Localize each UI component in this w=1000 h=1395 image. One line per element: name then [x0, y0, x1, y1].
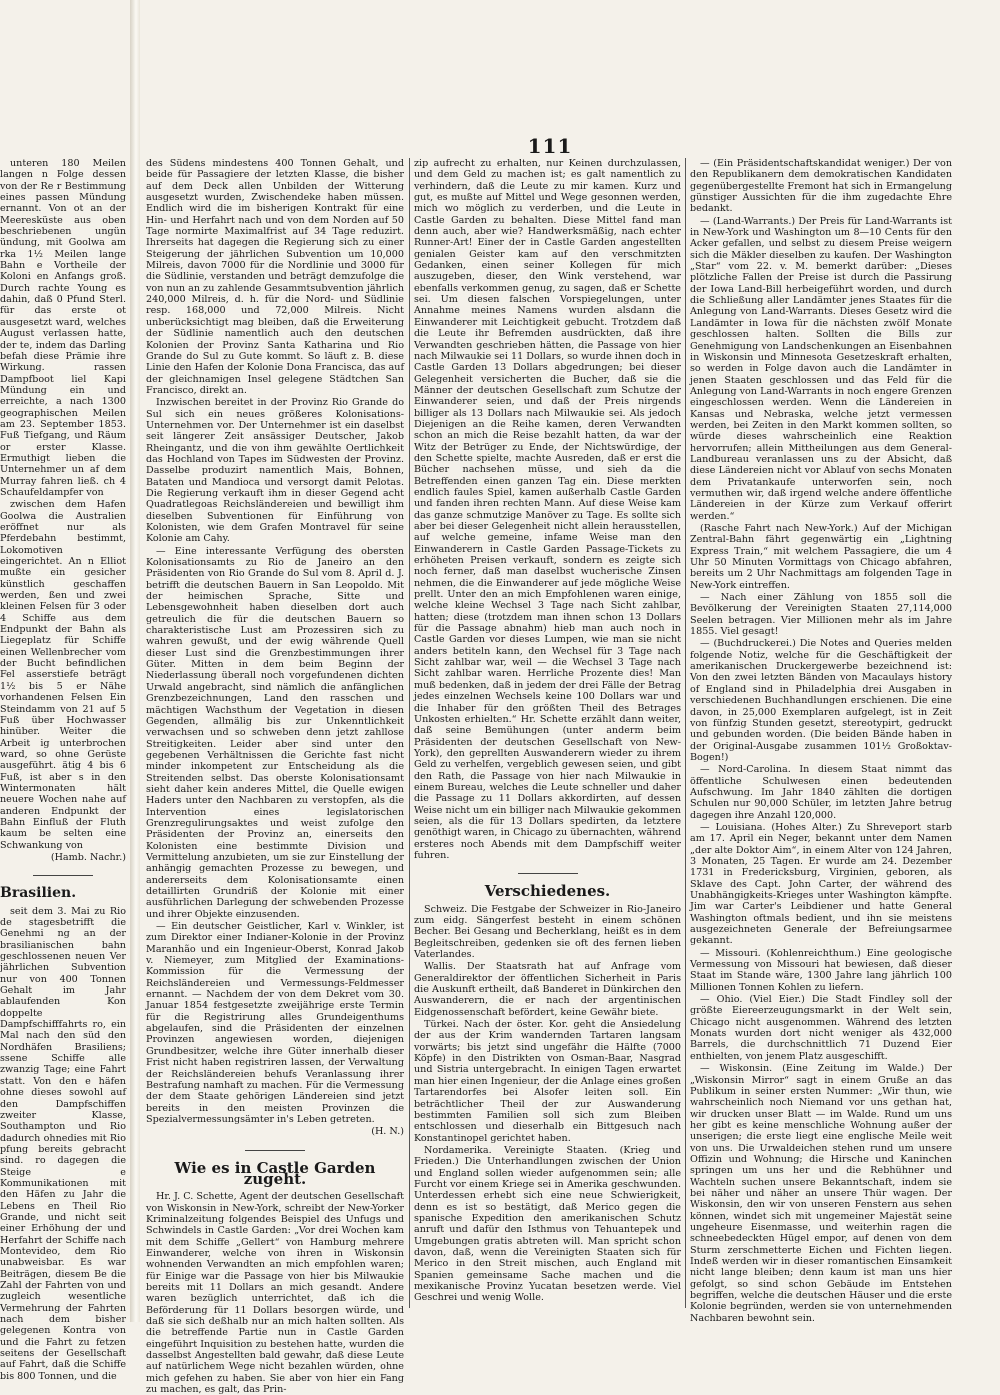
article-heading: Wie es in Castle Garden zugeht.: [174, 1158, 376, 1188]
section-heading: Verschiedenes.: [484, 882, 611, 901]
news-item: — Nord-Carolina. In diesem Staat nimmt das öffentliche Schulwesen einen bedeutenden Aufschwung. Im Jahr 1840 zählten die dortigen Schulen nur 90,000 Schüler, im letzten Jahre betrug dagegen ihre Anzahl 120,000.: [690, 764, 952, 821]
page-fold: [130, 0, 140, 1322]
news-item: — (Land-Warrants.) Der Preis für Land-Warrants ist in New-York und Washington um 8—10 Cents für den Acker gefallen, und selbst zu diesem Preise weigern sich die Mäkler dieselben zu kaufen. Der Washington „Star“ vom 22. v. M. bemerkt darüber: „Dieses plötzliche Fallen der Preise ist durch die Passirung der Iowa Land-Bill herbeigeführt worden, und durch die Schließung aller Landämter jenes Staates für die Anlegung von Land-Warrants. Dieses Gesetz wird die Landämter in Iowa für die nächsten zwölf Monate geschlossen halten. Sollten die Bills zur Genehmigung von Landschenkungen an Eisenbahnen in Wiskonsin und Minnesota Gesetzeskraft erhalten, so werden in Folge davon auch die Landämter in jenen Staaten geschlossen und das Feld für die Anlegung von Land-Warrants in noch engere Grenzen eingeschlossen werden. Wenn die Ländereien in Kansas und Nebraska, welche jetzt vermessen werden, bei Zeiten in den Markt kommen sollten, so würde dieses wahrscheinlich eine Reaktion hervorrufen; allein Mittheilungen aus dem General-Landbureau veranlassen uns zu der Absicht, daß diese Ländereien nicht vor Ablauf von sechs Monaten dem Privatankaufe unterworfen sein, noch vermuthen wir, daß irgend welche andere öffentliche Ländereien in der Kürze zum Verkauf offerirt werden.“: [690, 215, 952, 522]
column-rule: [409, 158, 410, 1308]
column-2: [414, 158, 681, 1308]
article-paragraph: unteren 180 Meilen langen n Folge dessen von der Re r Bestimmung eines passen Mündung ernannt. Von ot an der Meeresküste aus oben beschriebenen ungün ündung, mit Goolwa am rka 1½ Meilen lange Bahn e Vortheile der Koloni en Anfangs groß. Durch rachte Young es dahin, daß 0 Pfund Sterl. für das erste ot ausgesetzt ward, welches August verlassen hatte, der te, indem das Darling befah diese Prämie ihre Wirkung. rassen Dampfboot liel Kapi Mündung ein und erreichte, a nach 1300 geographischen Meilen am 23. September 1853. Fuß Tiefgang, und Räum or erster Klasse. Ermuthigt lieben die Unternehmer un af dem Murray fahren ließ. ch 4 Schaufeldampfer von: [0, 158, 126, 498]
news-item: Wallis. Der Staatsrath hat auf Anfrage vom Generaldirektor der öffentlichen Sicherheit in Paris die Auskunft ertheilt, daß Banderet in Dünkirchen den Auswanderern, die er nach der argentinischen Eidgenossenschaft befördert, keine Gewähr biete.: [414, 961, 681, 1018]
news-item: — Ohio. (Viel Eier.) Die Stadt Findley soll der größte Eiereerzeugungsmarkt in der Welt sein, Chicago nicht ausgenommen. Während des letzten Monats wurden dort nicht weniger als 432,000 Barrels, die durchschnittlich 71 Duzend Eier enthielten, von jenem Platz ausgeschifft.: [690, 994, 952, 1062]
news-item: — (Buchdruckerei.) Die Notes and Queries melden folgende Notiz, welche für die Geschäftigkeit der amerikanischen Druckergewerbe bezeichnend ist: Von den zwei letzten Bänden von Macaulays history of England sind in Philadelphia drei Ausgaben in verschiedenen Buchhandlungen erschienen. Die eine davon, in 25,000 Exemplaren aufgelegt, ist in Zeit von fünfzig Stunden gesetzt, stereotypirt, gedruckt und gebunden worden. (Die beiden Bände haben in der Original-Ausgabe zusammen 101½ Großoktav-Bogen!): [690, 638, 952, 763]
article-paragraph: seit dem 3. Mai zu Rio de stagesbetrifft die Genehmi ng an der brasilianischen bahn geschlossenen neuen Ver jährlichen Subvention nur von 400 Tonnen Gehalt im Jahr ablaufenden Kon doppelte Dampfschifffahrts ro, ein Mal nach den süd den Nordhäfen Brasiliens; ssene Schiffe alle zwanzig Tage; eine Fahrt statt. Von den e häfen ohne dieses sowohl auf den Dampfschiffen zweiter Klasse, Southampton und Rio dadurch ohnedies mit Rio pfung bereits gebracht sind. ro dagegen die Steige e Kommunikationen mit den Häfen zu Jahr die Lebens en Theil Rio Grande, und nicht seit einer Erhöhung der und Herfahrt der Schiffe nach Montevideo, dem Rio unabweisbar. Es war Beiträgen, diesem Be die Zahl der Fahrten von und zugleich wesentliche Vermehrung der Fahrten nach dem bisher gelegenen Kontra von und die Fahrt zu fetzen seitens der Gesellschaft auf Fahrt, daß die Schiffe bis 800 Tonnen, und die: [0, 905, 126, 1382]
news-item: — Wiskonsin. (Eine Zeitung im Walde.) Der „Wiskonsin Mirror“ sagt in einem Gruße an das Publikum in seiner ersten Nummer: „Wir thun, wie wahrscheinlich noch Niemand vor uns gethan hat, wir drucken unser Blatt — im Walde. Rund um uns her gibt es keine menschliche Wohnung außer der unserigen; die erste liegt eine englische Meile weit von uns. Die Urwaldeichen stehen rund um unsere Offizin und Wohnung; die Hirsche und Kaninchen springen um uns her und die Rebhühner und Wachteln suchen unsere Bekanntschaft, indem sie bei näher und näher an unsere Thür wagen. Der Wiskonsin, den wir von unseren Fenstern aus sehen können, windet sich mit ungemeiner Majestät seine ungeheure Eisenmasse, und weiterhin ragen die schneebedeckten Hügel empor, auf denen von dem Sturm zerschmetterte Eichen und Fichten liegen. Indeß werden wir in dieser romantischen Einsamkeit nicht lange bleiben; denn kaum ist man uns hier gefolgt, so sind schon Gebäude im Entstehen begriffen, welche die deutschen Häuser und die erste Kolonie begründen, werden sie von unternehmenden Nachbaren bewohnt sein.: [690, 1063, 952, 1324]
source-citation: (Hamb. Nachr.): [50, 851, 126, 863]
section-heading: Brasilien.: [0, 885, 77, 902]
source-citation: (H. N.): [371, 1126, 404, 1138]
news-item: Schweiz. Die Festgabe der Schweizer in Rio-Janeiro zum eidg. Sängerfest besteht in einem schönen Becher. Bei Gesang und Becherklang, heißt es in dem Begleitschreiben, gedenken sie oft des fernen lieben Vaterlandes.: [414, 903, 681, 961]
news-item: — (Ein Präsidentschaftskandidat weniger.) Der von den Republikanern dem demokratischen Kandidaten gegenübergestellte Fremont hat sich in Ermangelung günstiger Aussichten für die ihm zugedachte Ehre bedankt.: [690, 158, 952, 215]
column-1: [146, 158, 404, 1395]
article-paragraph: zwischen dem Hafen Goolwa die Australien eröffnet nur als Pferdebahn bestimmt, Lokomotiven eingerichtet. An n Elliot mußte ein gesicher künstlich geschaffen werden, ßen und zwei kleinen Felsen für 3 oder 4 Schiffe aus dem Endpunkt der Bahn als Liegeplatz für Schiffe einen Wellenbrecher vom der Bucht befindlichen Fel asserstiefe beträgt 1½ bis 5 er Nähe vorhandenen Felsen Ein Steindamm von 21 auf 5 Fuß über Hochwasser hinüber. Weiter die Arbeit ig unterbrochen ward, so ohne Gerüste ausgeführt. ätig 4 bis 6 Fuß, ist aber s in den Wintermonaten hält neuere Wochen nahe auf anderen Endpunkt der Bahn Einfluß der Fluth kaum be selten eine Schwankung von: [0, 499, 126, 851]
section-divider: [245, 1150, 305, 1151]
left-page-column: [0, 158, 126, 1382]
news-item: — Nach einer Zählung von 1855 soll die Bevölkerung der Vereinigten Staaten 27,114,000 Seelen betragen. Vier Millionen mehr als im Jahre 1855. Viel gesagt!: [690, 592, 952, 638]
article-paragraph: zip aufrecht zu erhalten, nur Keinen durchzulassen, und dem Geld zu machen ist; es galt namentlich zu verhindern, daß die Leute zu mir kamen. Kurz und gut, es mußte auf Mittel und Wege gesonnen werden, mich wo möglich zu verderben, und die Leute in Castle Garden zu behalten. Diese Mittel fand man denn auch, aber wie? Handwerksmäßig, nach echter Runner-Art! Einer der in Castle Garden angestellten genialen Geister kam auf den verschmitzten Gedanken, einen seiner Kollegen für mich auszugeben, dieser, den Wink verstehend, war ebenfalls verkommen genug, zu sagen, daß er Schette sei. Um diesen falschen Vorspiegelungen, unter Annahme meines Namens wurden alsdann die Einwanderer mit Leichtigkeit gebucht. Trotzdem daß die Leute ihr Befremden ausdrückten, daß ihre Verwandten geschrieben hätten, die Passage von hier nach Milwaukie sei 11 Dollars, so wurde ihnen doch in Castle Garden 13 Dollars abgedrungen; bei dieser Gelegenheit versicherten die Bucher, daß sie die Männer der deutschen Gesellschaft zum Schutze der Einwanderer seien, und daß der Preis nirgends billiger als 13 Dollars nach Milwaukie sei. Als jedoch Diejenigen an die Reihe kamen, deren Verwandten schon an mich die Reise bezahlt hatten, da war der Witz der Betrüger zu Ende, der Nichtswürdige, der den Schette spielte, machte Ausreden, daß er erst die Bücher nachsehen müsse, und sieh da die Betreffenden einen ganzen Tag ein. Diese merkten endlich faules Spiel, kamen außerhalb Castle Garden und fanden ihren rechten Mann. Auf diese Weise kam das ganze schmutzige Manöver zu Tage. Es sollte sich aber bei dieser Gelegenheit nicht allein herausstellen, auf welche gemeine, infame Weise man den Einwanderern in Castle Garden Passage-Tickets zu erhöheten Preisen verkauft, sondern es zeigte sich noch ferner, daß man daselbst wucherische Zinsen nehmen, die die Einwanderer auf jede mögliche Weise prellt. Unter den an mich Empfohlenen waren einige, welche kleine Wechsel 3 Tage nach Sicht zahlbar, hatten; diese (trotzdem man ihnen schon 13 Dollars für die Passage abnahm) hieb man auch noch in Castle Garden vor dieses Lumpen, wie man sie nicht anders betiteln kann, den Wechsel für 3 Tage nach Sicht zahlbar war, weil — die Wechsel 3 Tage nach Sicht zahlbar waren. Herrliche Prozente dies! Man muß bedenken, daß in jedem der drei Fälle der Betrag jedes einzelnen Wechsels keine 100 Dollars war und die Inhaber für den größten Theil des Betrages Unkosten erhielten.“ Hr. Schette erzählt dann weiter, daß seine Bemühungen (unter anderm beim Präsidenten der deutschen Gesellschaft von New-York), den geprellten Auswanderern wieder zu ihrem Geld zu verhelfen, vergeblich gewesen seien, und gibt den Rath, die Passage von hier nach Milwaukie in einem Bureau, welches die Leute schneller und daher die Passage zu 11 Dollars akkordirten, auf dessen Weise nicht um ein billiger nach Milwaukie gekommen seien, als die für 13 Dollars spedirten, da letztere genöthigt waren, in Chicago zu übernachten, während ersteres noch Abends mit dem Dampfschiff weiter fuhren.: [414, 158, 681, 861]
page-number: 111: [527, 134, 573, 158]
section-divider: [518, 873, 578, 874]
news-item: Nordamerika. Vereinigte Staaten. (Krieg und Frieden.) Die Unterhandlungen zwischen der Union und England sollen wieder aufgenommen sein; alle Furcht vor einem Kriege sei in Amerika geschwunden. Unterdessen erhebt sich eine neue Schwierigkeit, denn es ist so bestätigt, daß Merico gegen die spanische Expedition den amerikanischen Schutz anruft und dafür den Isthmus von Tehuantepek und Umgebungen gratis abtreten will. Man spricht schon davon, daß, wenn die Vereinigten Staaten sich für Merico in den Streit mischen, auch England mit Spanien gemeinsame Sache machen und die mexikanische Provinz Yucatan besetzen werde. Viel Geschrei und wenig Wolle.: [414, 1144, 681, 1304]
column-3: [690, 158, 952, 1324]
article-paragraph: — Eine interessante Verfügung des obersten Kolonisationsamts zu Rio de Janeiro an den Präsidenten von Rio Grande do Sul vom 8. April d. J. betrifft die deutschen Bauern in San Leopoldo. Mit der heimischen Sprache, Sitte und Lebensgewohnheit haben dieselben dort auch getreulich die für die deutschen Bauern so charakteristische Lust am Prozessiren sich zu wahren gewußt, und der ewig währende Quell dieser Lust sind die Grenzbestimmungen ihrer Güter. Mitten in dem beim Beginn der Niederlassung überall noch vorgefundenen dichten Urwald angebracht, sind nämlich die anfänglichen Grenzbezeichnungen, Land den rasschen und mächtigen Wachsthum der Vegetation in diesen Gegenden, allmälig bis zur Unkenntlichkeit verwachsen und so schweben denn jetzt zahllose Streitigkeiten. Leider aber sind unter den gegebenen Verhältnissen die Gerichte fast nicht minder inkompetent zur Entscheidung als die Streitenden selbst. Das oberste Kolonisationsamt sieht daher kein anderes Mittel, die Quelle ewigen Haders unter den Nachbaren zu verstopfen, als die Intervention eines legislatorischen Grenzregulirungsaktes und weist zufolge den Präsidenten der Provinz an, einerseits den Kolonisten eine bestimmte Division und Vermittelung anzubieten, um sie zur Einstellung der anhängig gemachten Prozesse zu bewegen, und andererseits dem Kolonisationsamte einen detaillirten Grundriß der Kolonie mit einer ausführlichen Darlegung der schwebenden Prozesse und ihrer Objekte einzusenden.: [146, 545, 404, 920]
column-rule: [685, 158, 686, 1308]
article-paragraph: Hr. J. C. Schette, Agent der deutschen Gesellschaft von Wiskonsin in New-York, schreibt der New-Yorker Kriminalzeitung folgendes Beispiel des Unfugs und Schwindels in Castle Garden: „Vor drei Wochen kam mit dem Schiffe „Gellert“ von Hamburg mehrere Einwanderer, welche von ihren in Wiskonsin wohnenden Verwandten an mich empfohlen waren; für Einige war die Passage von hier bis Milwaukie bereits mit 11 Dollars an mich gesandt. Andere waren bezüglich unterrichtet, daß ich die Beförderung für 11 Dollars besorgen würde, und daß sie sich deßhalb nur an mich halten sollten. Als die betreffende Partie nun in Castle Garden eingeführt Inquisition zu bestehen hatte, wurden die dasselbst Angestellten bald gewahr, daß diese Leute auf natürlichem Wege nicht bezahlen würden, ohne mich gefehen zu haben. Sie aber von hier ein Fang zu machen, es galt, das Prin-: [146, 1191, 404, 1395]
article-paragraph: Inzwischen bereitet in der Provinz Rio Grande do Sul sich ein neues größeres Kolonisations-Unternehmen vor. Der Unternehmer ist ein daselbst seit längerer Zeit ansässiger Deutscher, Jakob Rheingantz, und die von ihm gewählte Oertlichkeit das Hochland von Tapes im Südwesten der Provinz. Dasselbe produzirt namentlich Mais, Bohnen, Bataten und Mandioca und versorgt damit Pelotas. Die Regierung verkauft ihm in dieser Gegend acht Quadratlegoas Reichsländereien und bewilligt ihm dieselben Subventionen für Einführung von Kolonisten, wie dem Grafen Montravel für seine Kolonie am Cahy.: [146, 397, 404, 545]
article-paragraph: — Ein deutscher Geistlicher, Karl v. Winkler, ist zum Direktor einer Indianer-Kolonie in der Provinz Maranhão und ein Ingenieur-Oberst, Konrad Jakob v. Niemeyer, zum Mitglied der Examinations-Kommission für die Vermessung der Reichsländereien und Vermessungs-Feldmesser ernannt. — Nachdem der von dem Dekret vom 30. Januar 1854 festgesetzte zweijährige erste Termin für die Registrirung alles Grundeigenthums abgelaufen, sind die Präsidenten der einzelnen Provinzen angewiesen worden, diejenigen Grundbesitzer, welche ihre Güter innerhalb dieser Frist nicht haben registriren lassen, der Verwaltung der Reichsländereien behufs Veranlassung ihrer Bestrafung namhaft zu machen. Für die Vermessung der dem Staate gehörigen Ländereien sind jetzt bereits in den meisten Provinzen die Spezialvermessungsämter in's Leben getreten.: [146, 921, 404, 1125]
news-item: — Missouri. (Kohlenreichthum.) Eine geologische Vermessung von Missouri hat bewiesen, daß dieser Staat im Stande wäre, 1300 Jahre lang jährlich 100 Millionen Tonnen Kohlen zu liefern.: [690, 947, 952, 993]
news-item: Türkei. Nach der öster. Kor. geht die Ansiedelung der aus der Krim wandernden Tartaren langsam vorwärts; bis jetzt sind ungefähr die Hälfte (7000 Köpfe) in den Distrikten von Osman-Baar, Nasgrad und Sistria untergebracht. In einigen Tagen erwartet man hier einen Ingenieur, der die Anlage eines großen Tartarendorfes bei Alsofer leiten soll. Ein beträchtlicher Theil der zur Auswanderung bestimmten Familien soll sich zum Bleiben entschlossen und dieserhalb ein Bittgesuch nach Konstantinopel gerichtet haben.: [414, 1019, 681, 1144]
section-divider: [33, 875, 93, 876]
article-paragraph: des Südens mindestens 400 Tonnen Gehalt, und beide für Passagiere der letzten Klasse, die bisher auf dem Deck allen Unbilden der Witterung ausgesetzt wurden, Zwischendeke haben müssen. Endlich wird die im bisherigen Kontrakt für eine Hin- und Herfahrt nach und von dem Norden auf 50 Tage normirte Maximalfrist auf 34 Tage reduzirt. Ihrerseits hat dagegen die Regierung sich zu einer Steigerung der jährlichen Subvention um 10,000 Milreis, davon 7000 für die Nordlinie und 3000 für die Südlinie, verstanden und beträgt demzufolge die von nun an zu zahlende Gesammtsubvention jährlich 240,000 Milreis, d. h. für die Nord- und Südlinie resp. 168,000 und 72,000 Milreis. Nicht unberücksichtigt mag bleiben, daß die Erweiterung der Südlinie namentlich auch den deutschen Kolonien der Provinz Santa Katharina und Rio Grande do Sul zu Gute kommt. So läuft z. B. diese Linie den Hafen der Kolonie Dona Francisca, das auf der gleichnamigen Insel gelegene Städtchen San Francisco, direkt an.: [146, 158, 404, 396]
news-item: (Rasche Fahrt nach New-York.) Auf der Michigan Zentral-Bahn fährt gegenwärtig ein „Lightning Express Train,“ mit welchem Passagiere, die um 4 Uhr 50 Minuten Vormittags von Chicago abfahren, bereits um 2 Uhr Nachmittags am folgenden Tage in New-York eintreffen.: [690, 523, 952, 591]
news-item: — Louisiana. (Hohes Alter.) Zu Shreveport starb am 17. April ein Neger, bekannt unter dem Namen „der alte Doktor Aim“, in einem Alter von 124 Jahren, 3 Monaten, 25 Tagen. Er wurde am 24. Dezember 1731 in Fredericksburg, Virginien, geboren, als Sklave des Capt. John Carter, der während des Unabhängigkeits-Krieges unter Washington kämpfte. Jim war Carter's Leibdiener und hatte General Washington oftmals bedient, und ihn sie meistens ausgezeichneten Generale der Befreiungsarmee gekannt.: [690, 821, 952, 947]
